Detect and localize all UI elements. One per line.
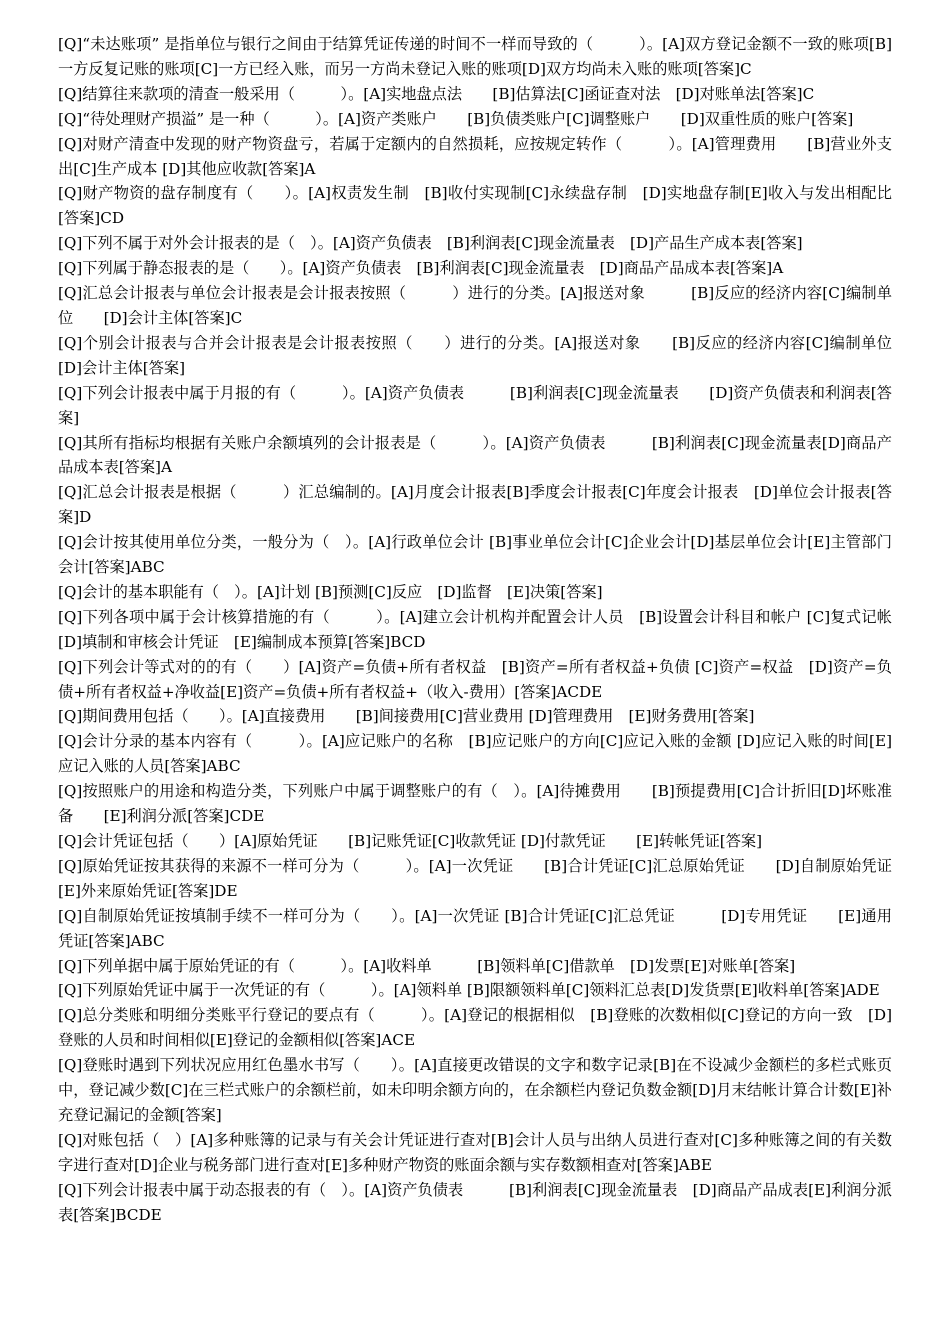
question-paragraph: [Q]对账包括（ ）[A]多种账簿的记录与有关会计凭证进行查对[B]会计人员与出纳人员进行查对[C]多种账簿之间的有关数字进行查对[D]企业与税务部门进行查对[E]多种财产物资的账面余额与实存数额相查对[答案]ABE [58, 1130, 892, 1174]
question-paragraph: [Q]会计按其使用单位分类，一般分为（ ）。[A]行政单位会计 [B]事业单位会计[C]企业会计[D]基层单位会计[E]主管部门会计[答案]ABC [58, 533, 892, 577]
question-paragraph: [Q]下列会计报表中属于动态报表的有（ ）。[A]资产负债表 [B]利润表[C]现金流量表 [D]商品产品成表[E]利润分派表[答案]BCDE [58, 1180, 892, 1224]
question-paragraph: [Q]汇总会计报表与单位会计报表是会计报表按照（ ）进行的分类。[A]报送对象 [B]反应的经济内容[C]编制单位 [D]会计主体[答案]C [58, 284, 892, 327]
question-paragraph: [Q]登账时遇到下列状况应用红色墨水书写（ ）。[A]直接更改错误的文字和数字记录[B]在不设减少金额栏的多栏式账页中，登记减少数[C]在三栏式账户的余额栏前，如未印明余额方向的，在余额栏内登记负数金额[D]月末结帐计算合计数[E]补充登记漏记的金额[答案] [58, 1056, 892, 1124]
question-paragraph: [Q]汇总会计报表是根据（ ）汇总编制的。[A]月度会计报表[B]季度会计报表[C]年度会计报表 [D]单位会计报表[答案]D [58, 483, 892, 527]
question-paragraph: [Q]下列会计报表中属于月报的有（ ）。[A]资产负债表 [B]利润表[C]现金流量表 [D]资产负债表和利润表[答案] [58, 383, 892, 427]
question-paragraph: [Q]会计分录的基本内容有（ ）。[A]应记账户的名称 [B]应记账户的方向[C]应记入账的金额 [D]应记入账的时间[E]应记入账的人员[答案]ABC [58, 732, 892, 776]
question-paragraph: [Q]自制原始凭证按填制手续不一样可分为（ ）。[A]一次凭证 [B]合计凭证[C]汇总凭证 [D]专用凭证 [E]通用凭证[答案]ABC [58, 906, 892, 950]
question-paragraph: [Q]原始凭证按其获得的来源不一样可分为（ ）。[A]一次凭证 [B]合计凭证[C]汇总原始凭证 [D]自制原始凭证[E]外来原始凭证[答案]DE [58, 856, 892, 900]
question-paragraph: [Q]下列不属于对外会计报表的是（ ）。[A]资产负债表 [B]利润表[C]现金流量表 [D]产品生产成本表[答案] [58, 234, 803, 253]
question-paragraph: [Q]会计凭证包括（ ）[A]原始凭证 [B]记账凭证[C]收款凭证 [D]付款凭证 [E]转帐凭证[答案] [58, 832, 762, 850]
question-paragraph: [Q]下列原始凭证中属于一次凭证的有（ ）。[A]领料单 [B]限额领料单[C]领料汇总表[D]发货票[E]收料单[答案]ADE [58, 981, 880, 1000]
question-paragraph: [Q]下列属于静态报表的是（ ）。[A]资产负债表 [B]利润表[C]现金流量表 [D]商品产品成本表[答案]A [58, 259, 784, 278]
question-paragraph: [Q]下列单据中属于原始凭证的有（ ）。[A]收料单 [B]领料单[C]借款单 [D]发票[E]对账单[答案] [58, 956, 796, 975]
question-paragraph: [Q]期间费用包括（ ）。[A]直接费用 [B]间接费用[C]营业费用 [D]管理费用 [E]财务费用[答案] [58, 707, 755, 726]
question-paragraph: [Q]“未达账项” 是指单位与银行之间由于结算凭证传递的时间不一样而导致的（ ）。[A]双方登记金额不一致的账项[B]一方反复记账的账项[C]一方已经入账，而另一方尚未登记入账的账项[D]双方均尚未入账的账项[答案]C [58, 35, 892, 78]
question-paragraph: [Q]结算往来款项的清查一般采用（ ）。[A]实地盘点法 [B]估算法[C]函证查对法 [D]对账单法[答案]C [58, 84, 815, 103]
question-paragraph: [Q]个别会计报表与合并会计报表是会计报表按照（ ）进行的分类。[A]报送对象 [B]反应的经济内容[C]编制单位 [D]会计主体[答案] [58, 333, 923, 377]
question-paragraph: [Q]按照账户的用途和构造分类，下列账户中属于调整账户的有（ ）。[A]待摊费用 [B]预提费用[C]合计折旧[D]坏账准备 [E]利润分派[答案]CDE [58, 782, 892, 826]
question-paragraph: [Q]“待处理财产损溢” 是一种（ ）。[A]资产类账户 [B]负债类账户[C]调整账户 [D]双重性质的账户[答案] [58, 109, 854, 128]
question-paragraph: [Q]其所有指标均根据有关账户余额填列的会计报表是（ ）。[A]资产负债表 [B]利润表[C]现金流量表[D]商品产品成本表[答案]A [58, 433, 892, 477]
question-paragraph: [Q]总分类账和明细分类账平行登记的要点有（ ）。[A]登记的根据相似 [B]登账的次数相似[C]登记的方向一致 [D]登账的人员和时间相似[E]登记的金额相似[答案]ACE [58, 1006, 892, 1050]
question-paragraph: [Q]下列各项中属于会计核算措施的有（ ）。[A]建立会计机构并配置会计人员 [B]设置会计科目和帐户 [C]复式记帐[D]填制和审核会计凭证 [E]编制成本预算[答案]BCD [58, 607, 892, 651]
question-paragraph: [Q]财产物资的盘存制度有（ ）。[A]权责发生制 [B]收付实现制[C]永续盘存制 [D]实地盘存制[E]收入与发出相配比[答案]CD [58, 184, 892, 228]
question-paragraph: [Q]会计的基本职能有（ ）。[A]计划 [B]预测[C]反应 [D]监督 [E]决策[答案] [58, 582, 603, 601]
question-paragraph: [Q]下列会计等式对的的有（ ）[A]资产=负债+所有者权益 [B]资产=所有者权益+负债 [C]资产=权益 [D]资产=负债+所有者权益+净收益[E]资产=负债+所有者权益+（收入-费用）[答案]ACDE [58, 657, 892, 701]
document-page [58, 32, 923, 1228]
question-paragraph: [Q]对财产清查中发现的财产物资盘亏，若属于定额内的自然损耗，应按规定转作（ ）。[A]管理费用 [B]营业外支出[C]生产成本 [D]其他应收款[答案]A [58, 134, 892, 178]
